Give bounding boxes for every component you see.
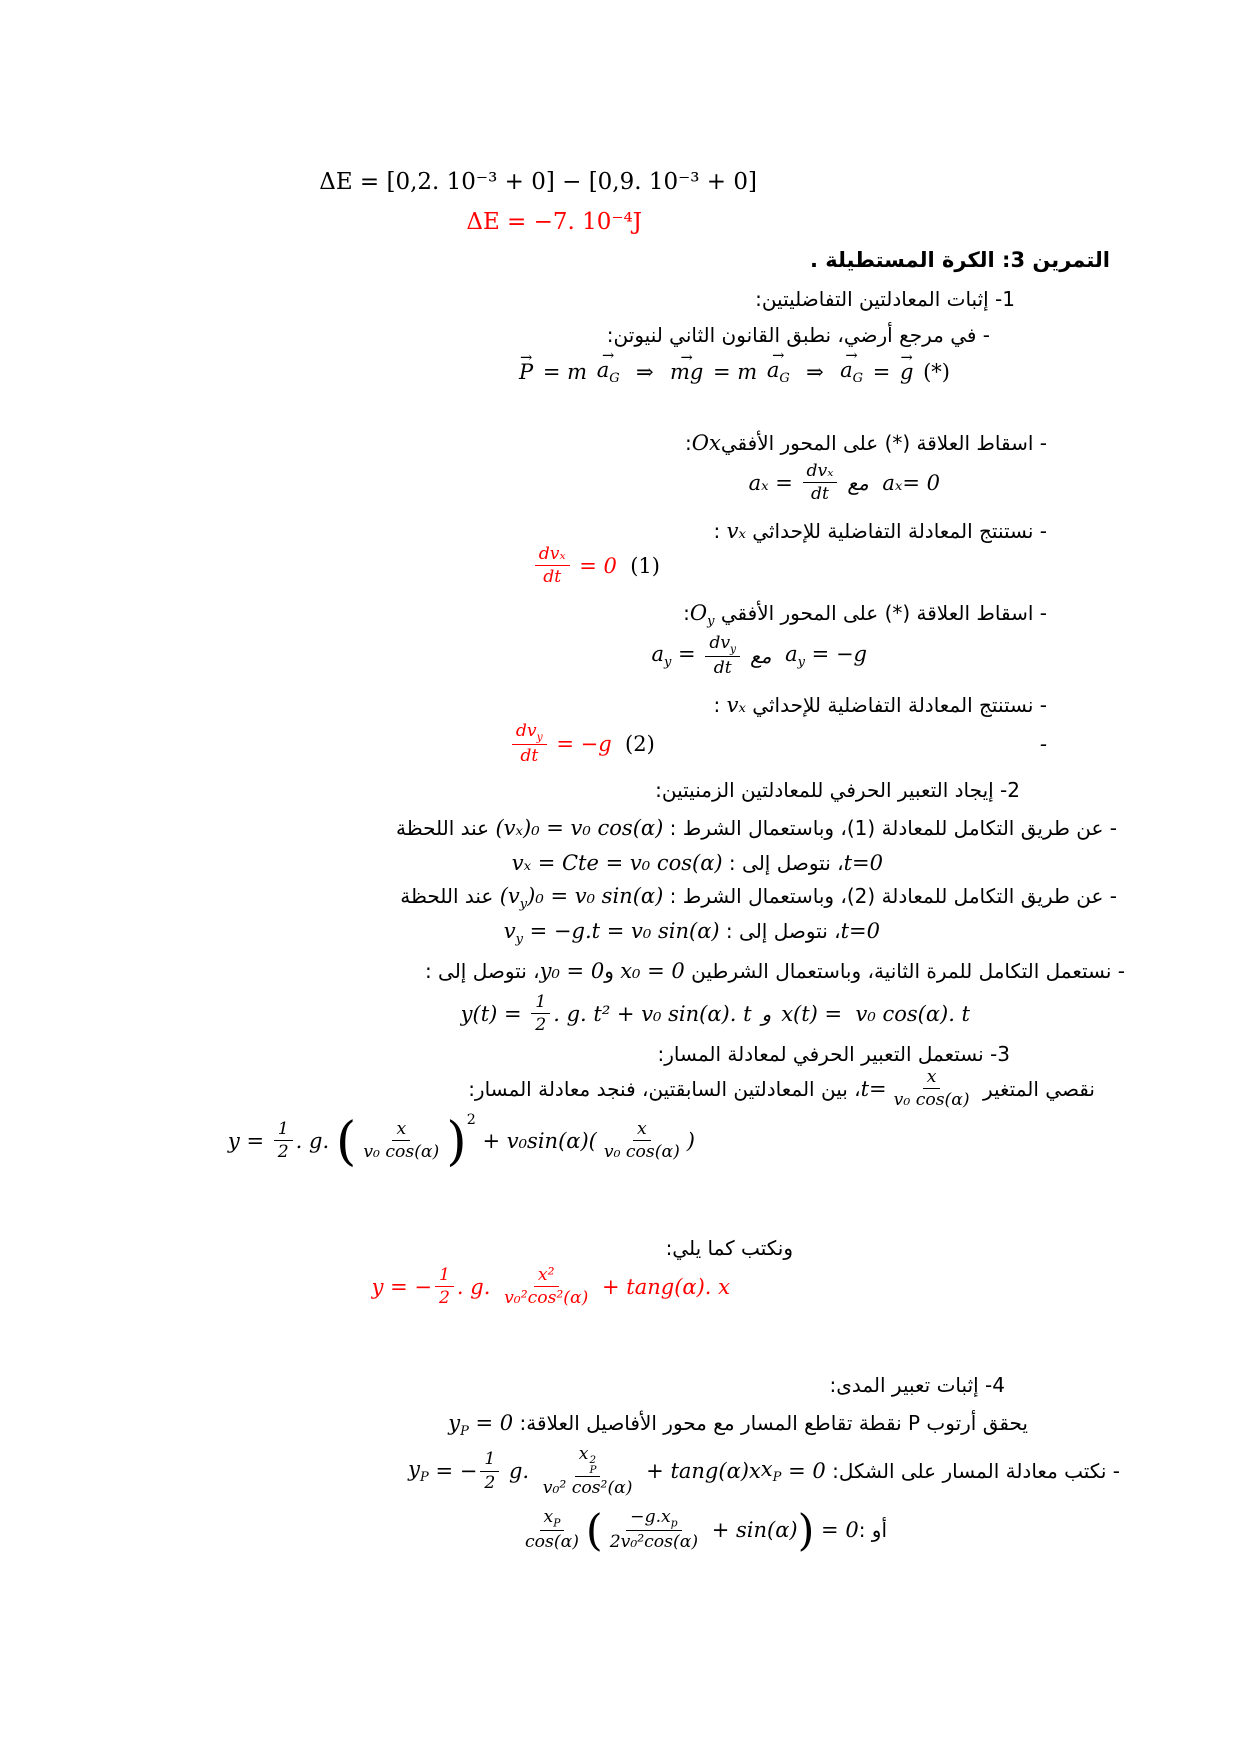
tang-term: + tang(α)x: [639, 1459, 761, 1484]
vector-aG: [840, 358, 863, 386]
numerator: 1: [274, 1118, 293, 1141]
reach-text: ، نتوصل إلى :: [719, 919, 841, 943]
energy-result-equation: [437, 183, 642, 261]
equals-zero: = 0: [814, 1517, 859, 1542]
equals-m: = m: [706, 360, 764, 385]
subscript-y: y: [515, 932, 523, 948]
newton-intro-line: [607, 321, 990, 350]
vy-result-line: [504, 916, 880, 950]
with-word: مع: [847, 470, 869, 495]
text: يحقق أرتوب P نقطة تقاطع المسار مع محور الأفاصيل العلاقة:: [513, 1411, 1028, 1435]
numerator: dvₓ: [535, 543, 570, 566]
equals-zero: = 0: [572, 553, 617, 578]
equation-tag-1: (1): [616, 553, 660, 578]
one-half-fraction: [531, 991, 550, 1037]
subscript-y: y: [664, 654, 672, 670]
path-equation-line: [408, 1443, 1120, 1500]
derive-vx-line: [714, 516, 1047, 546]
ay-equation: [651, 632, 867, 680]
x-symbol: x: [578, 1444, 589, 1464]
x-over-vcos-fraction: [600, 1118, 684, 1164]
numerator: x²: [534, 1264, 559, 1287]
numerator: 1: [435, 1264, 454, 1287]
yp-condition-line: [448, 1408, 1028, 1442]
bullet-text: - اسقاط العلاقة (*) على المحور الأفقي: [714, 601, 1047, 625]
colon: :: [683, 601, 690, 625]
minus-gx: −g.x: [630, 1507, 671, 1527]
numerator: x: [392, 1118, 410, 1141]
dvy-dt-fraction: [512, 720, 547, 768]
vector-mg: mg →: [670, 360, 703, 384]
denominator: 2: [535, 1015, 547, 1036]
bullet-text: - نستعمل التكامل للمرة الثانية، وباستعمال الشرطين: [684, 959, 1125, 983]
subscript-G: G: [609, 371, 620, 387]
closing-parenthesis: ): [686, 1128, 695, 1153]
equals-minus-g: = −g: [805, 641, 867, 666]
middle-term: + v₀sin(α)(: [475, 1128, 597, 1153]
numerator: [705, 632, 740, 657]
xp-squared-fraction: [539, 1443, 637, 1500]
subscript-P: P: [420, 1470, 429, 1486]
denominator: 2: [484, 1472, 496, 1493]
y-symbol: y: [448, 1411, 461, 1435]
g-factor: g.: [502, 1459, 536, 1484]
equation-tag-2: (2): [611, 731, 655, 756]
heading-text: 4- إثبات تعبير المدى:: [829, 1373, 1005, 1397]
subscript-y: y: [519, 897, 528, 913]
reach-text: ، نتوصل إلى :: [722, 851, 844, 875]
sup-sub-stack: [590, 1455, 597, 1477]
numerator: 1: [480, 1448, 499, 1471]
denominator: dt: [810, 484, 829, 505]
text: ونكتب كما يلي:: [665, 1236, 793, 1260]
denominator: 2v₀²cos(α): [609, 1532, 699, 1553]
bullet-text: - نستنتج المعادلة التفاضلية للإحداثي: [745, 693, 1047, 717]
t-equals: t=: [860, 1076, 887, 1101]
dvx-dt-fraction: [535, 543, 570, 589]
eliminate-variable-line: [468, 1066, 1095, 1112]
denominator: v₀ cos(α): [603, 1142, 680, 1163]
x0-condition: x₀ = 0: [620, 959, 685, 983]
exercise-title: [810, 245, 1110, 275]
square-exponent: 2: [466, 1112, 476, 1128]
equals-zero: = 0: [468, 1411, 514, 1435]
second-integration-line: [425, 956, 1125, 986]
denominator: v₀ cos(α): [893, 1090, 970, 1111]
vector-P: P →: [519, 360, 533, 384]
subscript-P: P: [589, 1464, 597, 1477]
subscript-G: G: [779, 371, 790, 387]
O-symbol: O: [689, 601, 708, 625]
paren-v: (v: [499, 884, 520, 908]
bullet-text: - نكتب معادلة المسار على الشكل:: [825, 1459, 1120, 1484]
t-fraction-expression: [861, 1066, 977, 1112]
ay-lhs: [651, 642, 702, 670]
derive-vx-line-2: [714, 690, 1047, 720]
numerator: x: [923, 1066, 941, 1089]
numerator: [540, 1506, 565, 1531]
equals-m: = m: [536, 360, 594, 385]
subscript-P: P: [772, 1470, 782, 1486]
equation-text: ΔE = −7. 10⁻⁴J: [466, 209, 642, 235]
denominator: cos(α): [525, 1532, 579, 1553]
item-1-heading: [755, 285, 1015, 314]
numerator: [575, 1443, 601, 1477]
dvy-dt-fraction: [705, 632, 740, 680]
moment-text: عند اللحظة: [400, 884, 500, 908]
vx-symbol: vₓ: [726, 693, 746, 717]
v-symbol: v: [503, 919, 516, 943]
exponent-2: 2: [589, 1453, 597, 1466]
bullet-text: - اسقاط العلاقة (*) على المحور الأفقي: [720, 431, 1047, 455]
xp-over-cos-fraction: [521, 1506, 583, 1554]
projection-oy-line: [683, 598, 1047, 632]
y-symbol: [408, 1457, 429, 1485]
factored-equation-line: [518, 1506, 887, 1554]
one-half-fraction: [435, 1264, 454, 1310]
bullet-text: - نستنتج المعادلة التفاضلية للإحداثي: [745, 519, 1047, 543]
condition-rest: )₀ = v₀ sin(α): [527, 884, 664, 908]
yt-rhs: . g. t² + v₀ sin(α). t: [553, 1001, 752, 1026]
denominator: 2: [277, 1142, 289, 1163]
equals-minus: = −: [428, 1459, 478, 1484]
colon: :: [685, 431, 692, 455]
subscript-P: P: [553, 1516, 561, 1530]
denominator: v₀ cos(α): [363, 1142, 440, 1163]
colon: :: [713, 519, 727, 543]
trajectory-equation: y = $\frac{1}{2}$ . g. ( $\frac{x}{\text{v₀ cos(α)}}$ ) 2 + v₀sin(α)( $\frac{x}{\text{v₀ cos(α)}}$ ): [227, 1110, 695, 1172]
differential-equation-1: [532, 543, 660, 589]
denominator: v₀²cos²(α): [504, 1288, 589, 1309]
waw-word: و: [604, 959, 621, 983]
x-over-vcos-fraction: [890, 1066, 974, 1112]
newton-vector-equation: [516, 358, 950, 386]
heading-text: 1- إثبات المعادلتين التفاضليتين:: [755, 287, 1015, 311]
heading-text: 3- نستعمل التعبير الحرفي لمعادلة المسار:: [657, 1042, 1010, 1066]
write-as-follows-line: [666, 1234, 793, 1263]
text-after: ، بين المعادلتين السابقتين، فنجد معادلة المسار:: [468, 1076, 861, 1101]
t0-text: t=0: [843, 851, 883, 875]
numerator: [626, 1506, 681, 1531]
vector-aG: [767, 358, 790, 386]
ax-lhs: aₓ =: [748, 470, 800, 495]
axis-ox: Ox: [691, 431, 721, 455]
subscript-y: y: [730, 642, 737, 656]
item-3-heading: [658, 1040, 1010, 1069]
y0-condition: y₀ = 0: [539, 959, 605, 983]
vx-expression: vₓ = Cte = v₀ cos(α): [511, 851, 723, 875]
axis-oy: [689, 601, 715, 630]
denominator: 2: [438, 1288, 450, 1309]
or-word: أو :: [858, 1517, 887, 1542]
ay-rhs: [778, 642, 867, 670]
differential-equation-2: [509, 720, 1047, 768]
g-factor: . g.: [456, 1274, 498, 1299]
expression-rest: = −g.t = v₀ sin(α): [522, 919, 720, 943]
subscript-y: y: [707, 614, 715, 630]
bullet-text: - في مرجع أرضي، نطبق القانون الثاني لنيوتن:: [606, 323, 990, 347]
text-before: نقصي المتغير: [976, 1076, 1095, 1101]
x-squared-fraction: [500, 1264, 592, 1310]
numerator: dvₓ: [803, 460, 838, 483]
vector-g: g →: [900, 360, 913, 384]
plus-sin-term: + sin(α): [705, 1517, 798, 1542]
colon: :: [713, 693, 727, 717]
vx-result-line: [512, 848, 883, 878]
t0-text: t=0: [840, 919, 880, 943]
one-half-fraction: [480, 1448, 499, 1494]
ax-equation: [749, 460, 940, 506]
spacer: [655, 743, 1040, 744]
condition-vx0: (vₓ)₀ = v₀ cos(α): [495, 816, 664, 840]
integration-2-line: [400, 881, 1117, 915]
integration-1-line: [396, 813, 1117, 843]
implies-arrow: ⇒: [792, 360, 838, 385]
subscript-y: y: [536, 730, 543, 744]
vector-aG: [597, 358, 620, 386]
subscript-y: y: [797, 654, 805, 670]
y-text: y: [408, 1457, 421, 1482]
trajectory-equation-red: [372, 1264, 730, 1310]
condition-vy0: [499, 884, 664, 913]
with-word: مع: [750, 643, 772, 668]
equals-sign: =: [866, 360, 897, 385]
bullet-dash: -: [1039, 731, 1047, 756]
vy-expression: [503, 919, 720, 948]
gxp-fraction: [606, 1506, 702, 1554]
x-over-vcos-fraction: [359, 1118, 443, 1164]
denominator: v₀² cos²(α): [542, 1478, 633, 1499]
bullet-text: - عن طريق التكامل للمعادلة (2)، وباستعمال الشرط :: [663, 884, 1117, 908]
subscript-P: P: [460, 1424, 469, 1440]
dv-text: dv: [515, 721, 537, 741]
vx-symbol: vₓ: [726, 519, 746, 543]
equals-sign: =: [671, 641, 703, 666]
implies-arrow: ⇒: [622, 360, 667, 385]
xt-equation: x(t) = v₀ cos(α). t: [781, 1001, 970, 1026]
a-symbol: a: [840, 358, 853, 382]
y-lhs: y =: [227, 1128, 271, 1153]
reach-text-2: ، نتوصل إلى :: [424, 959, 540, 983]
g-factor: . g.: [295, 1128, 336, 1153]
projection-ox-line: [685, 428, 1047, 458]
bullet-text: - عن طريق التكامل للمعادلة (1)، وباستعمال الشرط :: [663, 816, 1117, 840]
parametric-equations: [461, 991, 970, 1037]
equation-text: ΔE = [0,2. 10⁻³ + 0] − [0,9. 10⁻³ + 0]: [319, 169, 757, 195]
subscript-G: G: [852, 371, 864, 387]
numerator: x: [633, 1118, 651, 1141]
equals-minus-g: = −g: [549, 731, 612, 756]
tang-term: + tang(α). x: [595, 1274, 730, 1299]
dvx-dt-fraction: [803, 460, 838, 506]
a-symbol: a: [651, 641, 664, 666]
star-label: (*): [916, 360, 950, 385]
ax-rhs: aₓ= 0: [875, 470, 940, 495]
dv-text: dv: [709, 633, 731, 653]
denominator: dt: [520, 746, 539, 767]
yt-lhs: y(t) =: [460, 1001, 529, 1026]
factored-equation: $\frac{x_P}{\cos(\alpha)}$ ( $\frac{-g.x_p}{\text{2v₀²cos(α)}}$ + sin(α) ) = 0: [518, 1506, 859, 1554]
yp-path-equation: [408, 1443, 826, 1500]
x-symbol: x: [543, 1507, 554, 1527]
x-text: x: [760, 1457, 773, 1482]
a-symbol: a: [778, 641, 798, 666]
a-symbol: a: [766, 358, 780, 382]
equals-zero: = 0: [781, 1459, 826, 1484]
one-half-fraction: [274, 1118, 293, 1164]
xp-symbol: [761, 1457, 782, 1485]
numerator: [512, 720, 547, 745]
waw-word: و: [761, 1001, 772, 1026]
y-lhs: y = −: [371, 1274, 432, 1299]
moment-text: عند اللحظة: [395, 816, 496, 840]
yp-equals-zero: [448, 1411, 514, 1440]
item-2-heading: [655, 776, 1020, 805]
numerator: 1: [531, 991, 550, 1014]
item-4-heading: [829, 1371, 1005, 1400]
denominator: dt: [713, 658, 732, 679]
denominator: dt: [543, 567, 562, 588]
a-symbol: a: [596, 358, 610, 382]
title-text: التمرين 3: الكرة المستطيلة .: [809, 248, 1110, 272]
subscript-p: p: [670, 1516, 678, 1530]
heading-text: 2- إيجاد التعبير الحرفي للمعادلتين الزمنيتين:: [655, 778, 1020, 802]
